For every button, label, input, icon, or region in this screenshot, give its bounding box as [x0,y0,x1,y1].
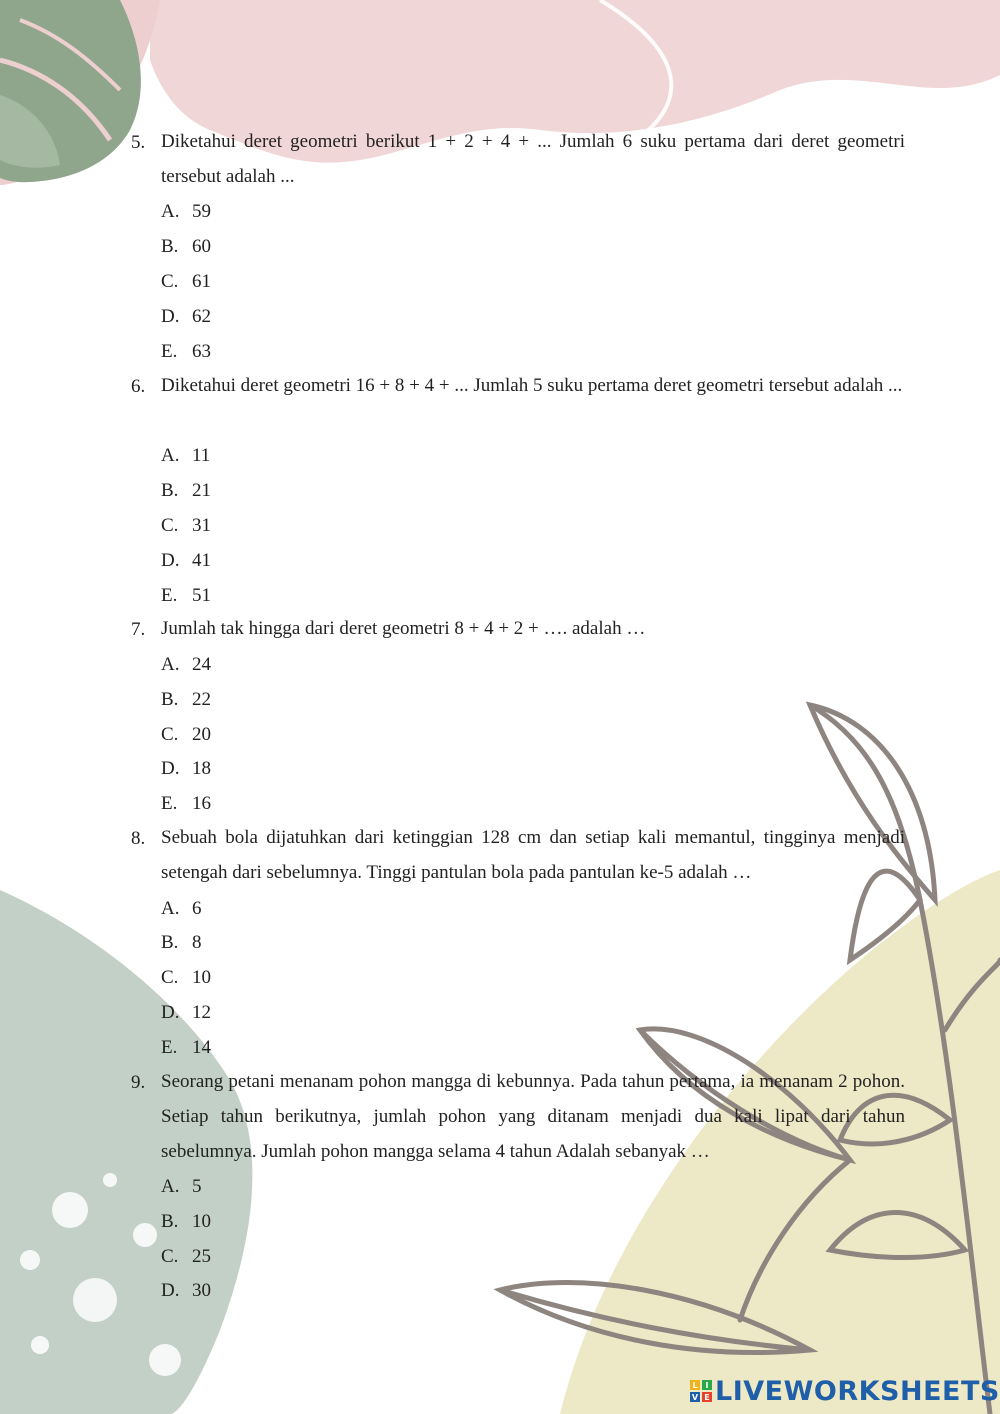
option-value: 10 [192,1211,211,1232]
option-letter: D. [161,758,180,779]
option-d[interactable] [161,995,211,1030]
option-letter: E. [161,1037,178,1058]
option-e[interactable] [161,1030,211,1065]
option-letter: E. [161,341,178,362]
option-value: 63 [192,341,211,362]
option-c[interactable] [161,264,211,299]
logo-tile: V [691,1392,699,1402]
question-text: Diketahui deret geometri 16 + 8 + 4 + ... Jumlah 5 suku pertama deret geometri tersebut adalah ... [161,375,903,396]
option-value: 6 [192,898,202,919]
option-value: 61 [192,271,211,292]
question-number: 8. [131,828,146,849]
option-b[interactable] [161,229,211,264]
option-value: 30 [192,1280,211,1301]
option-e[interactable] [161,786,211,821]
option-letter: B. [161,1211,179,1232]
option-c[interactable] [161,508,211,543]
option-d[interactable] [161,1273,211,1308]
option-value: 8 [192,932,202,953]
option-value: 16 [192,793,211,814]
dot [52,1192,88,1228]
option-a[interactable] [161,438,210,473]
dot [149,1344,181,1376]
dot [103,1173,117,1187]
logo-icon [690,1380,712,1402]
option-a[interactable] [161,194,211,229]
option-letter: B. [161,689,179,710]
option-letter: A. [161,654,180,675]
option-letter: A. [161,898,180,919]
option-letter: D. [161,306,180,327]
liveworksheets-logo [690,1374,1000,1408]
dot [133,1223,157,1247]
option-value: 10 [192,967,211,988]
question-text: Sebuah bola dijatuhkan dari ketinggian 128 cm dan setiap kali memantul, tingginya menjadi setengah dari sebelumnya. Tinggi pantulan bola pada pantulan ke-5 adalah … [161,827,905,883]
brand-text: LIVEWORKSHEETS [715,1375,1000,1407]
option-letter: D. [161,550,180,571]
option-value: 14 [192,1037,211,1058]
option-letter: C. [161,1246,179,1267]
option-letter: C. [161,724,179,745]
question-text: Diketahui deret geometri berikut 1 + 2 + 4 + ... Jumlah 6 suku pertama dari deret geometri tersebut adalah ... [161,131,905,187]
option-value: 22 [192,689,211,710]
question-number: 5. [131,132,146,153]
option-letter: D. [161,1280,180,1301]
option-value: 59 [192,201,211,222]
option-value: 5 [192,1176,202,1197]
option-value: 20 [192,724,211,745]
logo-tile: E [702,1392,712,1402]
option-a[interactable] [161,647,211,682]
option-letter: A. [161,1176,180,1197]
dot [20,1250,40,1270]
option-c[interactable] [161,717,211,752]
option-letter: A. [161,445,180,466]
option-letter: C. [161,967,179,988]
option-letter: C. [161,515,179,536]
option-value: 21 [192,480,211,501]
option-letter: E. [161,585,178,606]
question-number: 6. [131,376,146,397]
option-b[interactable] [161,473,211,508]
option-letter: D. [161,1002,180,1023]
option-a[interactable] [161,1169,202,1204]
option-b[interactable] [161,1204,211,1239]
option-value: 12 [192,1002,211,1023]
option-value: 31 [192,515,211,536]
question-text: Seorang petani menanam pohon mangga di kebunnya. Pada tahun pertama, ia menanam 2 pohon. Setiap tahun berikutnya, jumlah pohon yang ditanam menjadi dua kali lipat dari tahun sebelumnya. Jumlah pohon mangga selama 4 tahun Adalah sebanyak … [161,1071,905,1162]
option-letter: A. [161,201,180,222]
option-letter: B. [161,480,179,501]
dot [31,1336,49,1354]
logo-tile: I [702,1380,712,1390]
option-value: 18 [192,758,211,779]
option-c[interactable] [161,960,211,995]
question-number: 9. [131,1072,146,1093]
option-c[interactable] [161,1239,211,1274]
option-value: 24 [192,654,211,675]
option-d[interactable] [161,751,211,786]
question-number: 7. [131,619,146,640]
option-value: 62 [192,306,211,327]
dot [73,1278,117,1322]
option-value: 60 [192,236,211,257]
option-letter: E. [161,793,178,814]
option-d[interactable] [161,543,211,578]
option-value: 51 [192,585,211,606]
option-d[interactable] [161,299,211,334]
option-value: 41 [192,550,211,571]
option-e[interactable] [161,578,211,613]
option-a[interactable] [161,891,202,926]
option-b[interactable] [161,925,202,960]
option-b[interactable] [161,682,211,717]
option-value: 11 [192,445,211,466]
option-letter: C. [161,271,179,292]
option-letter: B. [161,236,179,257]
question-text: Jumlah tak hingga dari deret geometri 8 + 4 + 2 + …. adalah … [161,618,646,639]
option-value: 25 [192,1246,211,1267]
option-letter: B. [161,932,179,953]
logo-tile: L [690,1380,700,1390]
option-e[interactable] [161,334,211,369]
